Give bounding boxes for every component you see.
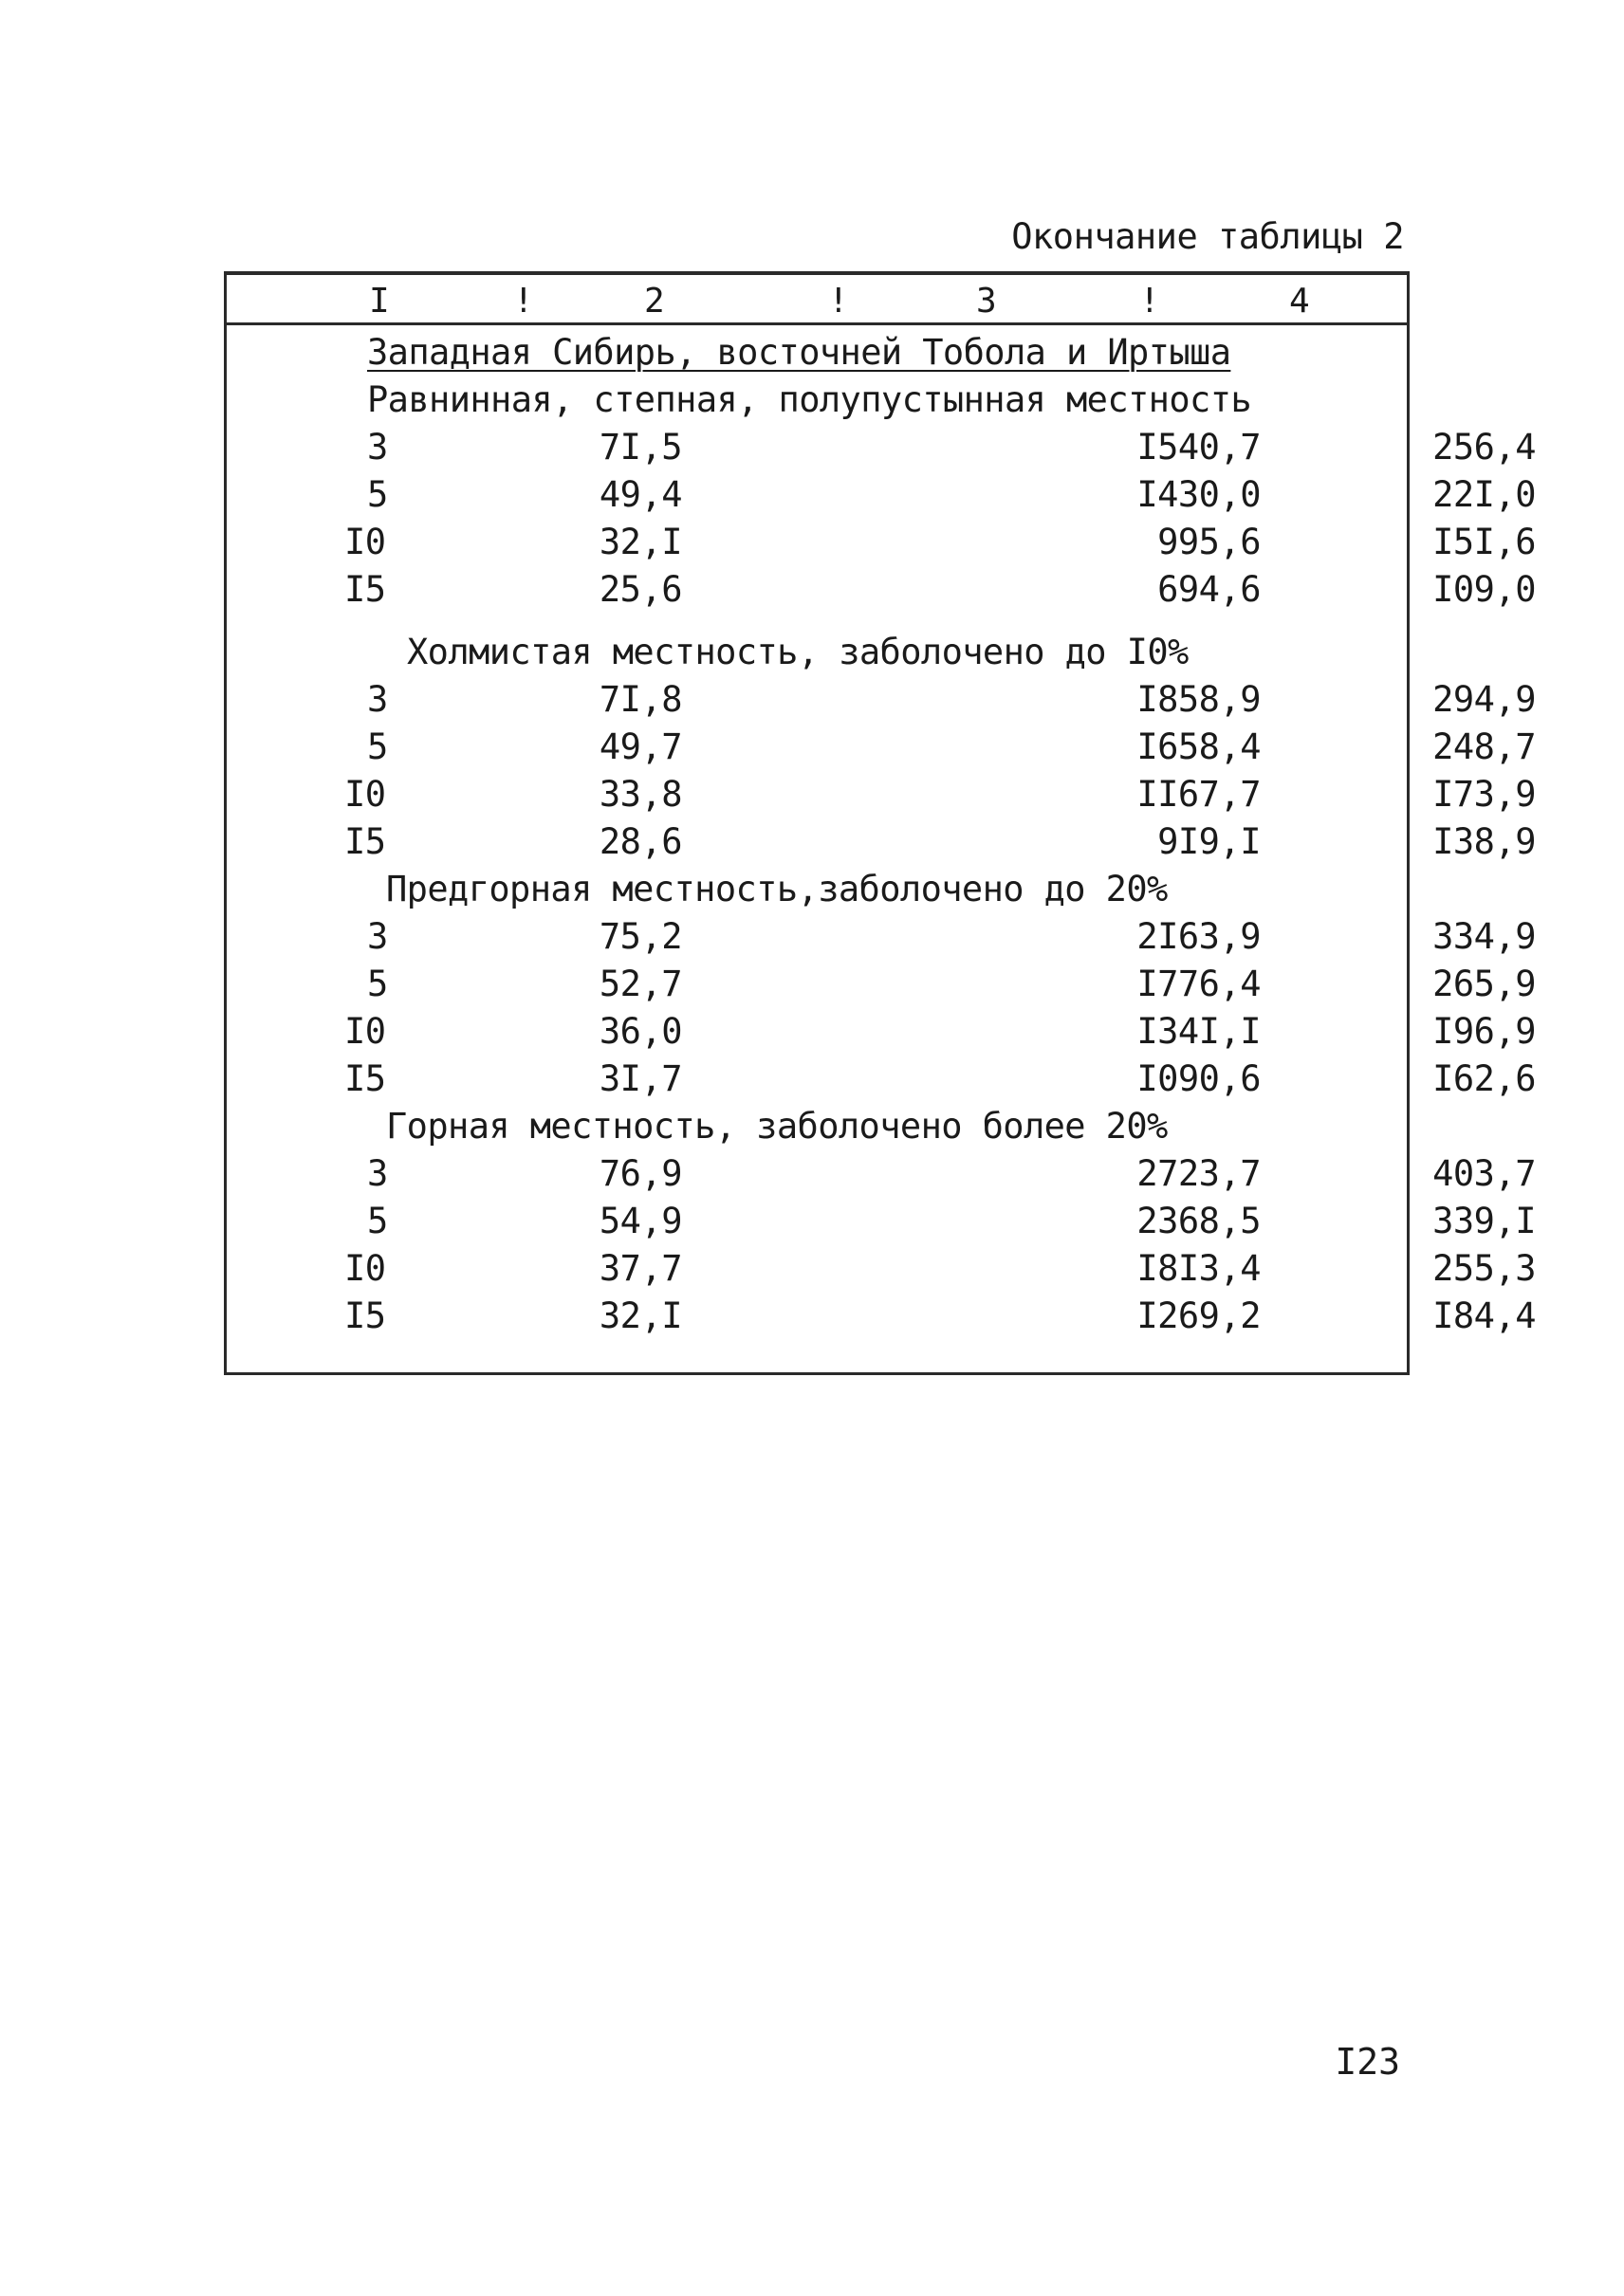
- cell-col-3: I858,9: [1136, 679, 1261, 720]
- cell-col-2: 75,2: [599, 916, 682, 957]
- cell-col-4: 248,7: [1432, 726, 1536, 767]
- cell-col-3: I430,0: [1136, 474, 1261, 515]
- cell-col-4: I38,9: [1432, 821, 1536, 862]
- header-col-3: 3: [976, 282, 997, 321]
- cell-col-2: 37,7: [599, 1248, 682, 1289]
- header-col-1: I: [369, 282, 390, 321]
- cell-col-3: 694,6: [1157, 569, 1261, 610]
- cell-col-4: I84,4: [1432, 1295, 1536, 1336]
- cell-col-1: 3: [367, 427, 388, 468]
- cell-col-4: 334,9: [1432, 916, 1536, 957]
- cell-col-1: I0: [344, 774, 386, 815]
- cell-col-4: 403,7: [1432, 1153, 1536, 1194]
- cell-col-4: 265,9: [1432, 964, 1536, 1004]
- section-title: Горная местность, заболочено более 20%: [386, 1106, 1168, 1147]
- cell-col-4: 339,I: [1432, 1201, 1536, 1241]
- cell-col-3: 995,6: [1157, 522, 1261, 562]
- cell-col-4: 256,4: [1432, 427, 1536, 468]
- data-table: [224, 271, 1536, 1375]
- cell-col-3: I34I,I: [1136, 1011, 1261, 1052]
- cell-col-1: 5: [367, 726, 388, 767]
- section-title: Равнинная, степная, полупустынная местность: [367, 379, 1252, 420]
- cell-col-1: 5: [367, 964, 388, 1004]
- cell-col-2: 49,4: [599, 474, 682, 515]
- cell-col-2: 7I,8: [599, 679, 682, 720]
- cell-col-3: 2I63,9: [1136, 916, 1261, 957]
- cell-col-1: 5: [367, 474, 388, 515]
- cell-col-4: I73,9: [1432, 774, 1536, 815]
- table-header-row: [227, 275, 1407, 325]
- cell-col-1: I5: [344, 1058, 386, 1099]
- table-caption: Окончание таблицы 2: [1011, 216, 1404, 257]
- cell-col-1: I0: [344, 1011, 386, 1052]
- cell-col-1: I5: [344, 1295, 386, 1336]
- cell-col-1: 5: [367, 1201, 388, 1241]
- cell-col-3: I540,7: [1136, 427, 1261, 468]
- cell-col-2: 52,7: [599, 964, 682, 1004]
- cell-col-1: I0: [344, 1248, 386, 1289]
- cell-col-1: 3: [367, 679, 388, 720]
- header-separator-3: !: [1139, 282, 1160, 321]
- cell-col-2: 76,9: [599, 1153, 682, 1194]
- cell-col-3: 9I9,I: [1157, 821, 1261, 862]
- cell-col-1: I0: [344, 522, 386, 562]
- cell-col-2: 33,8: [599, 774, 682, 815]
- cell-col-3: 2368,5: [1136, 1201, 1261, 1241]
- cell-col-1: I5: [344, 569, 386, 610]
- section-title: Предгорная местность,заболочено до 20%: [386, 869, 1168, 909]
- cell-col-3: II67,7: [1136, 774, 1261, 815]
- section-title: Холмистая местность, заболочено до I0%: [407, 632, 1189, 672]
- cell-col-4: 255,3: [1432, 1248, 1536, 1289]
- cell-col-4: I96,9: [1432, 1011, 1536, 1052]
- cell-col-3: I269,2: [1136, 1295, 1261, 1336]
- cell-col-2: 54,9: [599, 1201, 682, 1241]
- cell-col-2: 32,I: [599, 522, 682, 562]
- cell-col-2: 28,6: [599, 821, 682, 862]
- region-title: Западная Сибирь, восточней Тобола и Иртыша: [367, 332, 1231, 373]
- header-col-4: 4: [1289, 282, 1310, 321]
- cell-col-2: 3I,7: [599, 1058, 682, 1099]
- cell-col-4: I5I,6: [1432, 522, 1536, 562]
- cell-col-4: I62,6: [1432, 1058, 1536, 1099]
- cell-col-3: I090,6: [1136, 1058, 1261, 1099]
- cell-col-2: 25,6: [599, 569, 682, 610]
- cell-col-2: 32,I: [599, 1295, 682, 1336]
- cell-col-1: 3: [367, 916, 388, 957]
- cell-col-4: I09,0: [1432, 569, 1536, 610]
- cell-col-2: 7I,5: [599, 427, 682, 468]
- cell-col-3: 2723,7: [1136, 1153, 1261, 1194]
- cell-col-1: 3: [367, 1153, 388, 1194]
- cell-col-4: 22I,0: [1432, 474, 1536, 515]
- page-number: I23: [1335, 2041, 1400, 2083]
- cell-col-1: I5: [344, 821, 386, 862]
- cell-col-4: 294,9: [1432, 679, 1536, 720]
- cell-col-3: I658,4: [1136, 726, 1261, 767]
- header-col-2: 2: [644, 282, 665, 321]
- cell-col-2: 49,7: [599, 726, 682, 767]
- cell-col-2: 36,0: [599, 1011, 682, 1052]
- cell-col-3: I776,4: [1136, 964, 1261, 1004]
- header-separator-2: !: [828, 282, 849, 321]
- cell-col-3: I8I3,4: [1136, 1248, 1261, 1289]
- header-separator-1: !: [513, 282, 534, 321]
